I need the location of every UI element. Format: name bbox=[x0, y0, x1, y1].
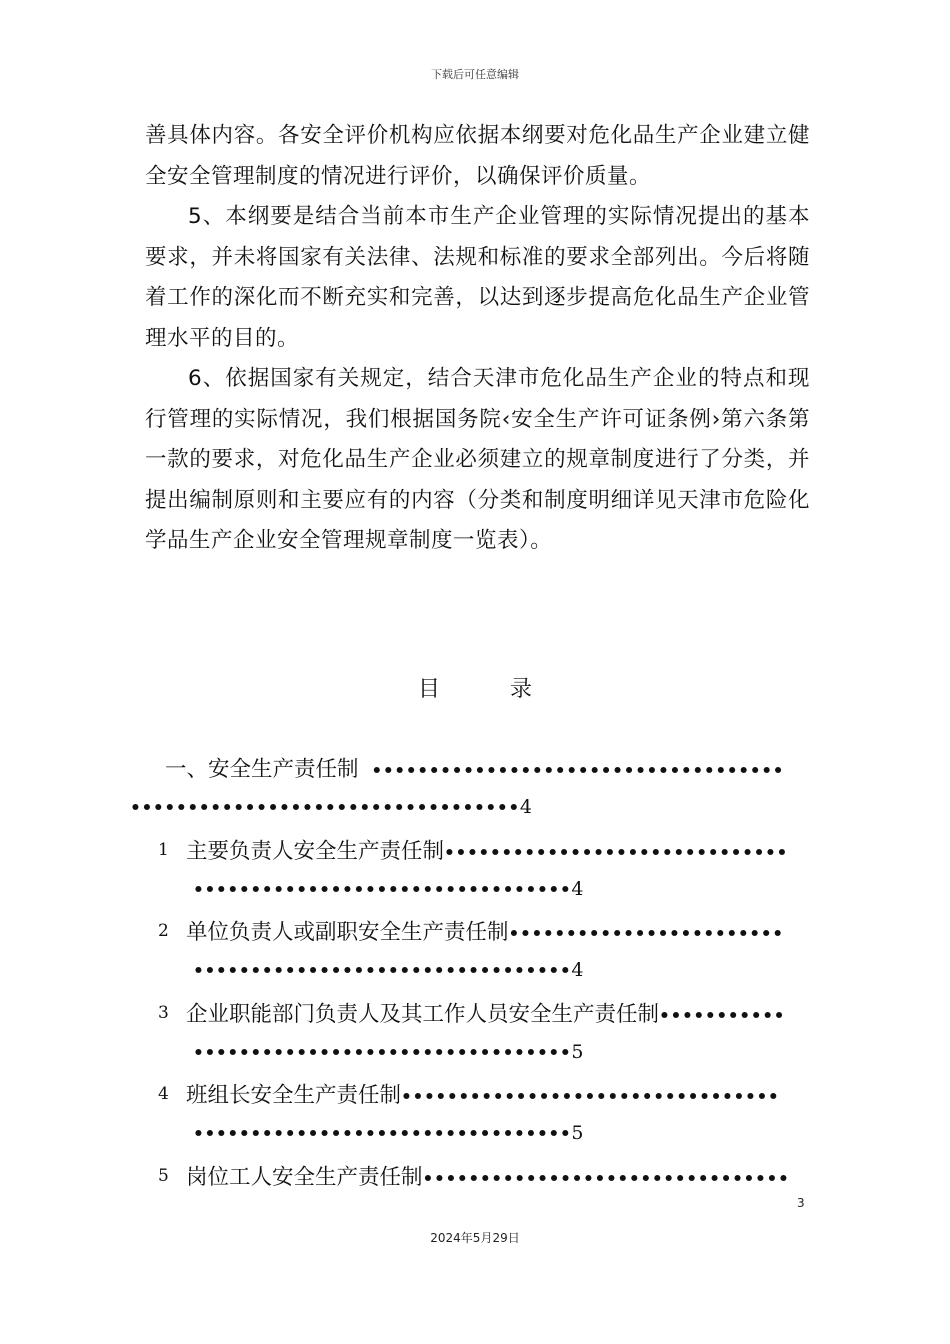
toc-item-3-line1[interactable] bbox=[186, 997, 785, 1028]
toc-item-4-line1[interactable] bbox=[186, 1078, 779, 1109]
toc-item-5-label: 岗位工人安全生产责任制 bbox=[186, 1165, 423, 1190]
toc-item-3-dots: ••••••••••• bbox=[659, 1006, 786, 1026]
toc-item-4-number: 4 bbox=[158, 1084, 169, 1104]
toc-item-3-label: 企业职能部门负责人及其工作人员安全生产责任制 bbox=[186, 1002, 660, 1027]
toc-section-dots: •••••••••••••••••••••••••••••••••••• bbox=[371, 761, 785, 781]
toc-item-4-dots: ••••••••••••••••••••••••••••••••• bbox=[401, 1087, 780, 1107]
toc-item-2-line1[interactable] bbox=[186, 915, 784, 946]
toc-item-2-number: 2 bbox=[158, 921, 169, 941]
toc-item-1-page: 4 bbox=[571, 878, 584, 900]
toc-item-3-page: 5 bbox=[571, 1041, 584, 1063]
toc-item-5-line1[interactable] bbox=[186, 1160, 789, 1191]
toc-item-4-page: 5 bbox=[571, 1122, 584, 1144]
toc-section-line2[interactable] bbox=[130, 794, 532, 819]
toc-section-label: 一、安全生产责任制 bbox=[165, 757, 359, 782]
toc-item-2-dots: •••••••••••••••••••••••• bbox=[508, 924, 784, 944]
toc-item-3-line2[interactable] bbox=[193, 1039, 583, 1064]
toc-item-3-dots-cont: ••••••••••••••••••••••••••••••••• bbox=[193, 1043, 572, 1063]
toc-item-1-label: 主要负责人安全生产责任制 bbox=[186, 839, 445, 864]
toc-section-page: 4 bbox=[519, 796, 532, 818]
page-header: 下载后可任意编辑 bbox=[431, 68, 519, 81]
toc-item-2-line2[interactable] bbox=[193, 957, 583, 982]
toc-item-5-dots: •••••••••••••••••••••••••••••••• bbox=[422, 1169, 790, 1189]
toc-title bbox=[0, 672, 950, 703]
toc-item-1-dots: •••••••••••••••••••••••••••••• bbox=[444, 843, 788, 863]
toc-item-1-line1[interactable] bbox=[186, 834, 788, 865]
toc-item-5-number: 5 bbox=[158, 1166, 169, 1186]
toc-title-left: 目 bbox=[417, 677, 440, 702]
toc-item-1-line2[interactable] bbox=[193, 876, 583, 901]
paragraph-6: 6、依据国家有关规定，结合天津市危化品生产企业的特点和现行管理的实际情况，我们根据国务院‹安全生产许可证条例›第六条第一款的要求，对危化品生产企业必须建立的规章制度进行了分类，并提出编制原则和主要应有的内容（分类和制度明细详见天津市危险化学品生产企业安全管理规章制度一览表）。 bbox=[145, 366, 810, 553]
page-number: 3 bbox=[797, 1196, 805, 1210]
toc-item-1-dots-cont: ••••••••••••••••••••••••••••••••• bbox=[193, 880, 572, 900]
toc-section-dots-cont: •••••••••••••••••••••••••••••••••• bbox=[130, 798, 520, 818]
toc-item-3-number: 3 bbox=[158, 1003, 169, 1023]
toc-item-1-number: 1 bbox=[158, 840, 169, 860]
page-footer-date: 2024年5月29日 bbox=[430, 1231, 520, 1245]
paragraph-continuation: 善具体内容。各安全评价机构应依据本纲要对危化品生产企业建立健全安全管理制度的情况进行评价，以确保评价质量。 bbox=[145, 123, 810, 189]
toc-section-line1[interactable] bbox=[165, 752, 784, 783]
toc-item-4-dots-cont: ••••••••••••••••••••••••••••••••• bbox=[193, 1124, 572, 1144]
toc-title-right: 录 bbox=[510, 677, 533, 702]
toc-item-4-label: 班组长安全生产责任制 bbox=[186, 1083, 402, 1108]
paragraph-5: 5、本纲要是结合当前本市生产企业管理的实际情况提出的基本要求，并未将国家有关法律、法规和标准的要求全部列出。今后将随着工作的深化而不断充实和完善，以达到逐步提高危化品生产企业管理水平的目的。 bbox=[145, 204, 810, 351]
body-text bbox=[145, 116, 810, 562]
toc-item-4-line2[interactable] bbox=[193, 1120, 583, 1145]
toc-item-2-label: 单位负责人或副职安全生产责任制 bbox=[186, 920, 509, 945]
toc-item-2-page: 4 bbox=[571, 959, 584, 981]
toc-item-2-dots-cont: ••••••••••••••••••••••••••••••••• bbox=[193, 961, 572, 981]
